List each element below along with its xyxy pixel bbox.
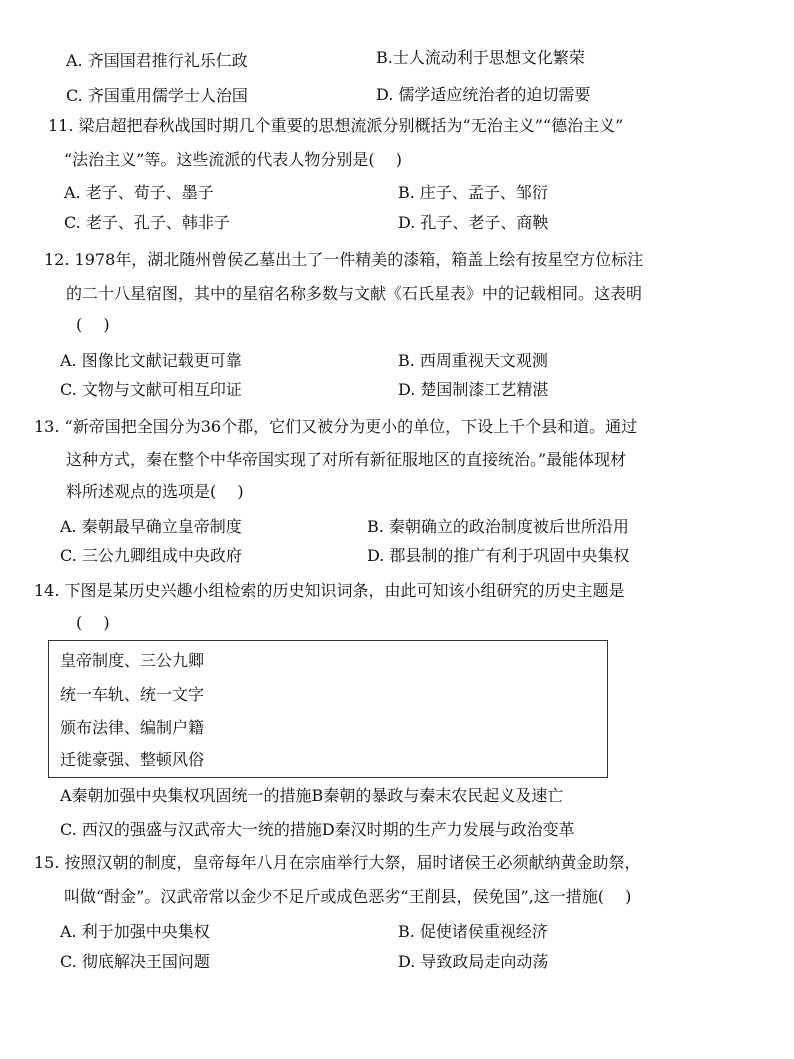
q13-stem-line-2: 这种方式，秦在整个中华帝国实现了对所有新征服地区的直接统治。”最能体现材 xyxy=(66,450,627,469)
q11-stem-line-2: “法治主义”等。这些流派的代表人物分别是( ) xyxy=(64,150,402,169)
q13-stem-line-3: 料所述观点的选项是( ) xyxy=(66,482,244,501)
q10-option-c: C. 齐国重用儒学士人治国 xyxy=(66,86,248,105)
q14-term-line: 颁布法律、编制户籍 xyxy=(60,718,205,737)
q11-option-b: B. 庄子、孟子、邹衍 xyxy=(398,183,548,202)
q15-option-d: D. 导致政局走向动荡 xyxy=(398,952,549,971)
q14-term-line: 皇帝制度、三公九卿 xyxy=(60,651,205,670)
q12-option-a: A. 图像比文献记载更可靠 xyxy=(60,351,242,370)
q14-options-a-b: A秦朝加强中央集权巩固统一的措施B秦朝的暴政与秦末农民起义及速亡 xyxy=(60,786,564,805)
q10-option-b: B.士人流动利于思想文化繁荣 xyxy=(376,48,585,67)
q13-option-d: D. 郡县制的推广有利于巩固中央集权 xyxy=(367,546,630,565)
q15-stem-line-1: 15. 按照汉朝的制度，皇帝每年八月在宗庙举行大祭，届时诸侯王必须献纳黄金助祭， xyxy=(34,853,641,872)
q12-option-c: C. 文物与文献可相互印证 xyxy=(60,380,242,399)
q13-stem-line-1: 13. “新帝国把全国分为36个郡，它们又被分为更小的单位，下设上千个县和道。通过 xyxy=(34,417,638,436)
q15-option-c: C. 彻底解决王国问题 xyxy=(60,952,210,971)
q11-stem-line-1: 11. 梁启超把春秋战国时期几个重要的思想流派分别概括为“无治主义”“德治主义” xyxy=(48,116,624,135)
q15-option-b: B. 促使诸侯重视经济 xyxy=(398,922,548,941)
q15-option-a: A. 利于加强中央集权 xyxy=(60,922,210,941)
q14-stem-line-1: 14. 下图是某历史兴趣小组检索的历史知识词条，由此可知该小组研究的历史主题是 xyxy=(34,581,625,600)
q14-options-c-d: C. 西汉的强盛与汉武帝大一统的措施D秦汉时期的生产力发展与政治变革 xyxy=(60,820,575,839)
q14-term-line: 迁徙豪强、整顿风俗 xyxy=(60,750,205,769)
q14-term-box xyxy=(48,640,608,778)
q15-stem-line-2: 叫做“酎金”。汉武帝常以金少不足斤或成色恶劣“王削县，侯免国”,这一措施( ) xyxy=(64,887,632,906)
q12-stem-line-3: ( ) xyxy=(76,315,110,334)
q14-stem-line-2: ( ) xyxy=(76,613,110,632)
q13-option-a: A. 秦朝最早确立皇帝制度 xyxy=(60,517,242,536)
q14-term-line: 统一车轨、统一文字 xyxy=(60,685,205,704)
q11-option-d: D. 孔子、老子、商鞅 xyxy=(398,213,549,232)
q12-option-d: D. 楚国制漆工艺精湛 xyxy=(398,380,549,399)
q12-stem-line-2: 的二十八星宿图，其中的星宿名称多数与文献《石氏星表》中的记载相同。这表明 xyxy=(66,284,643,303)
q11-option-a: A. 老子、荀子、墨子 xyxy=(64,183,214,202)
q11-option-c: C. 老子、孔子、韩非子 xyxy=(64,213,230,232)
q12-stem-line-1: 12. 1978年，湖北随州曾侯乙墓出土了一件精美的漆箱，箱盖上绘有按星空方位标注 xyxy=(44,250,644,269)
q13-option-c: C. 三公九卿组成中央政府 xyxy=(60,546,242,565)
q12-option-b: B. 西周重视天文观测 xyxy=(398,351,548,370)
q10-option-d: D. 儒学适应统治者的迫切需要 xyxy=(376,85,591,104)
q13-option-b: B. 秦朝确立的政治制度被后世所沿用 xyxy=(367,517,629,536)
q10-option-a: A. 齐国国君推行礼乐仁政 xyxy=(66,51,248,70)
